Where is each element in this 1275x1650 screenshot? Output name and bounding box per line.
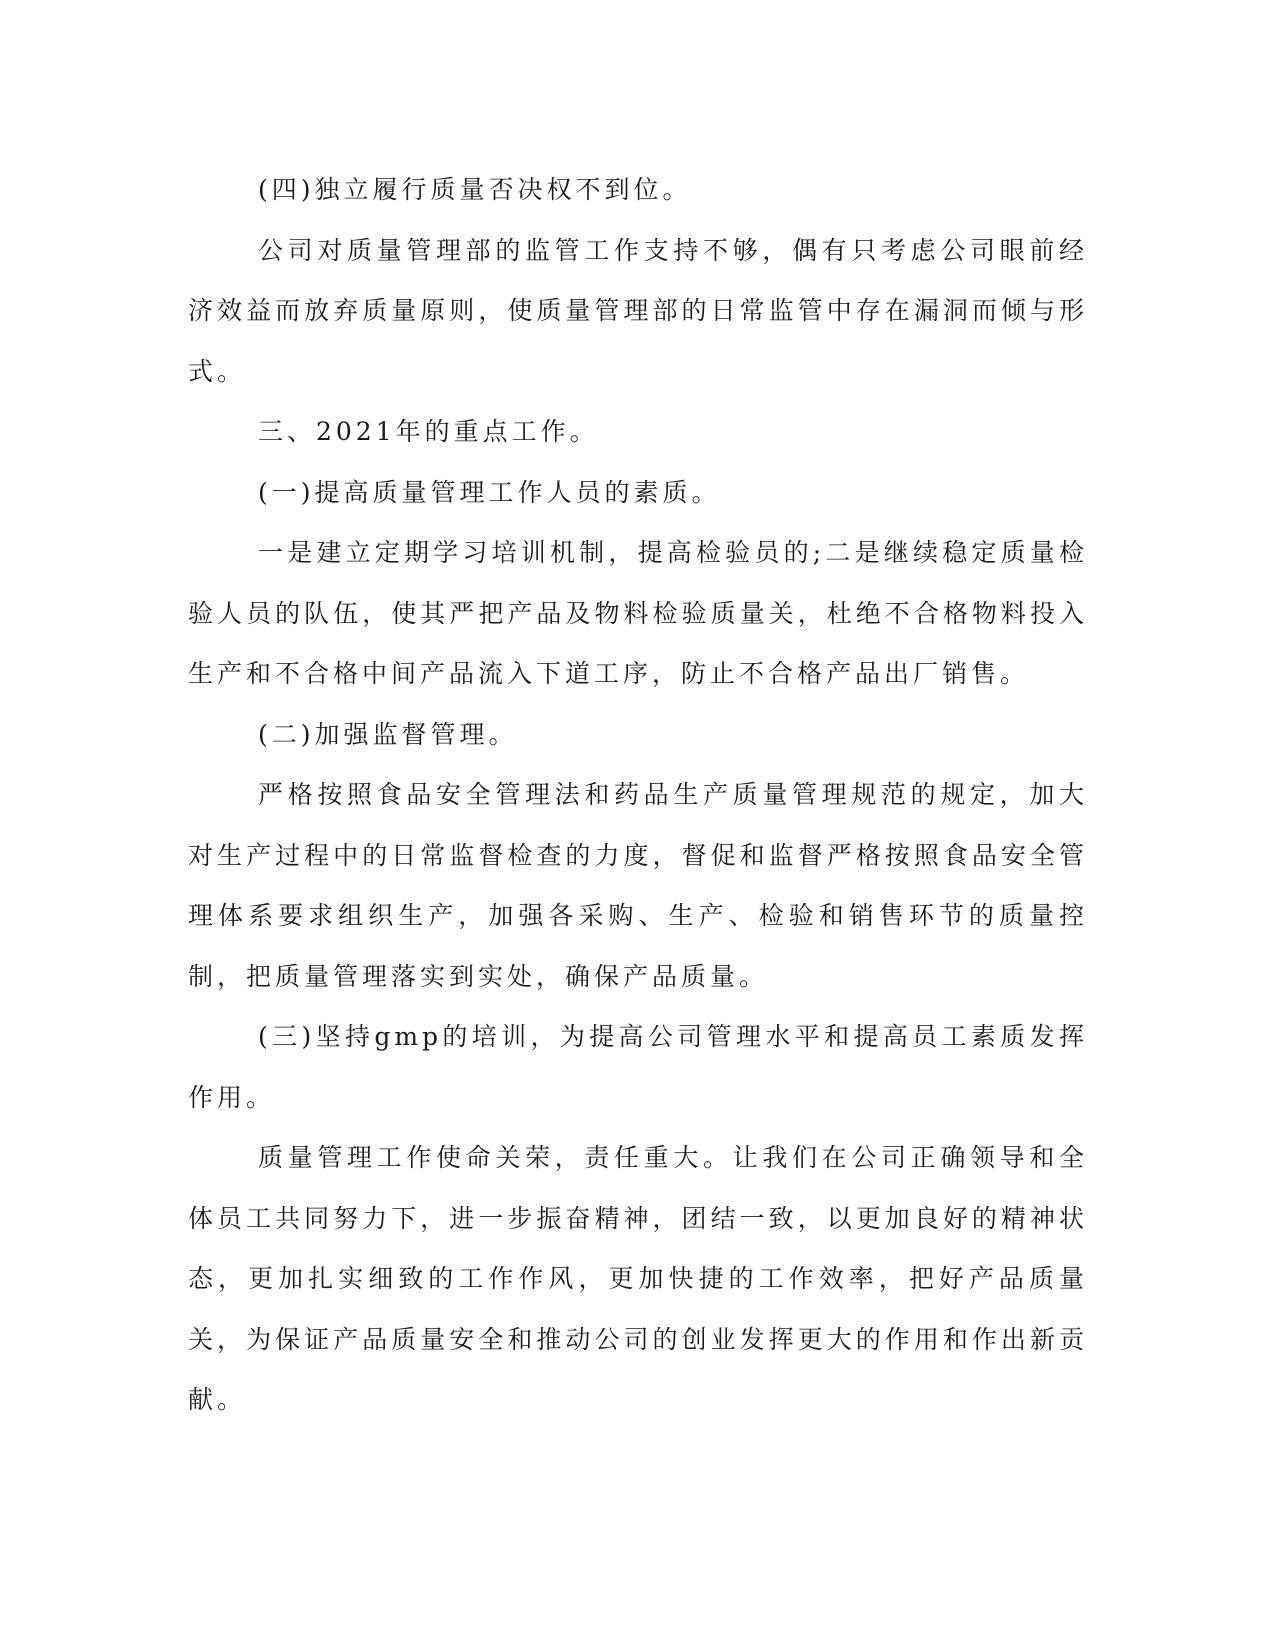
- paragraph-closing: 质量管理工作使命关荣，责任重大。让我们在公司正确领导和全体员工共同努力下，进一步振奋精神，团结一致，以更加良好的精神状态，更加扎实细致的工作作风，更加快捷的工作效率，把好产品质量关，为保证产品质量安全和推动公司的创业发挥更大的作用和作出新贡献。: [188, 1143, 1088, 1414]
- heading-two: (二)加强监督管理。: [258, 719, 518, 749]
- heading-four: (四)独立履行质量否决权不到位。: [258, 175, 692, 204]
- heading-section-three: 三、2021年的重点工作。: [258, 417, 599, 446]
- heading-one: (一)提高质量管理工作人员的素质。: [258, 477, 721, 507]
- paragraph-training: 一是建立定期学习培训机制，提高检验员的;二是继续稳定质量检验人员的队伍，使其严把产品及物料检验质量关，杜绝不合格物料投入生产和不合格中间产品流入下道工序，防止不合格产品出厂销售。: [188, 538, 1088, 688]
- paragraph-supervision: 严格按照食品安全管理法和药品生产质量管理规范的规定，加大对生产过程中的日常监督检查的力度，督促和监督严格按照食品安全管理体系要求组织生产，加强各采购、生产、检验和销售环节的质量控制，把质量管理落实到实处，确保产品质量。: [188, 780, 1088, 991]
- paragraph-support: 公司对质量管理部的监管工作支持不够，偶有只考虑公司眼前经济效益而放弃质量原则，使质量管理部的日常监管中存在漏洞而倾与形式。: [188, 235, 1088, 386]
- document-body: [188, 160, 1088, 1431]
- heading-three: (三)坚持gmp的培训，为提高公司管理水平和提高员工素质发挥作用。: [188, 1022, 1088, 1112]
